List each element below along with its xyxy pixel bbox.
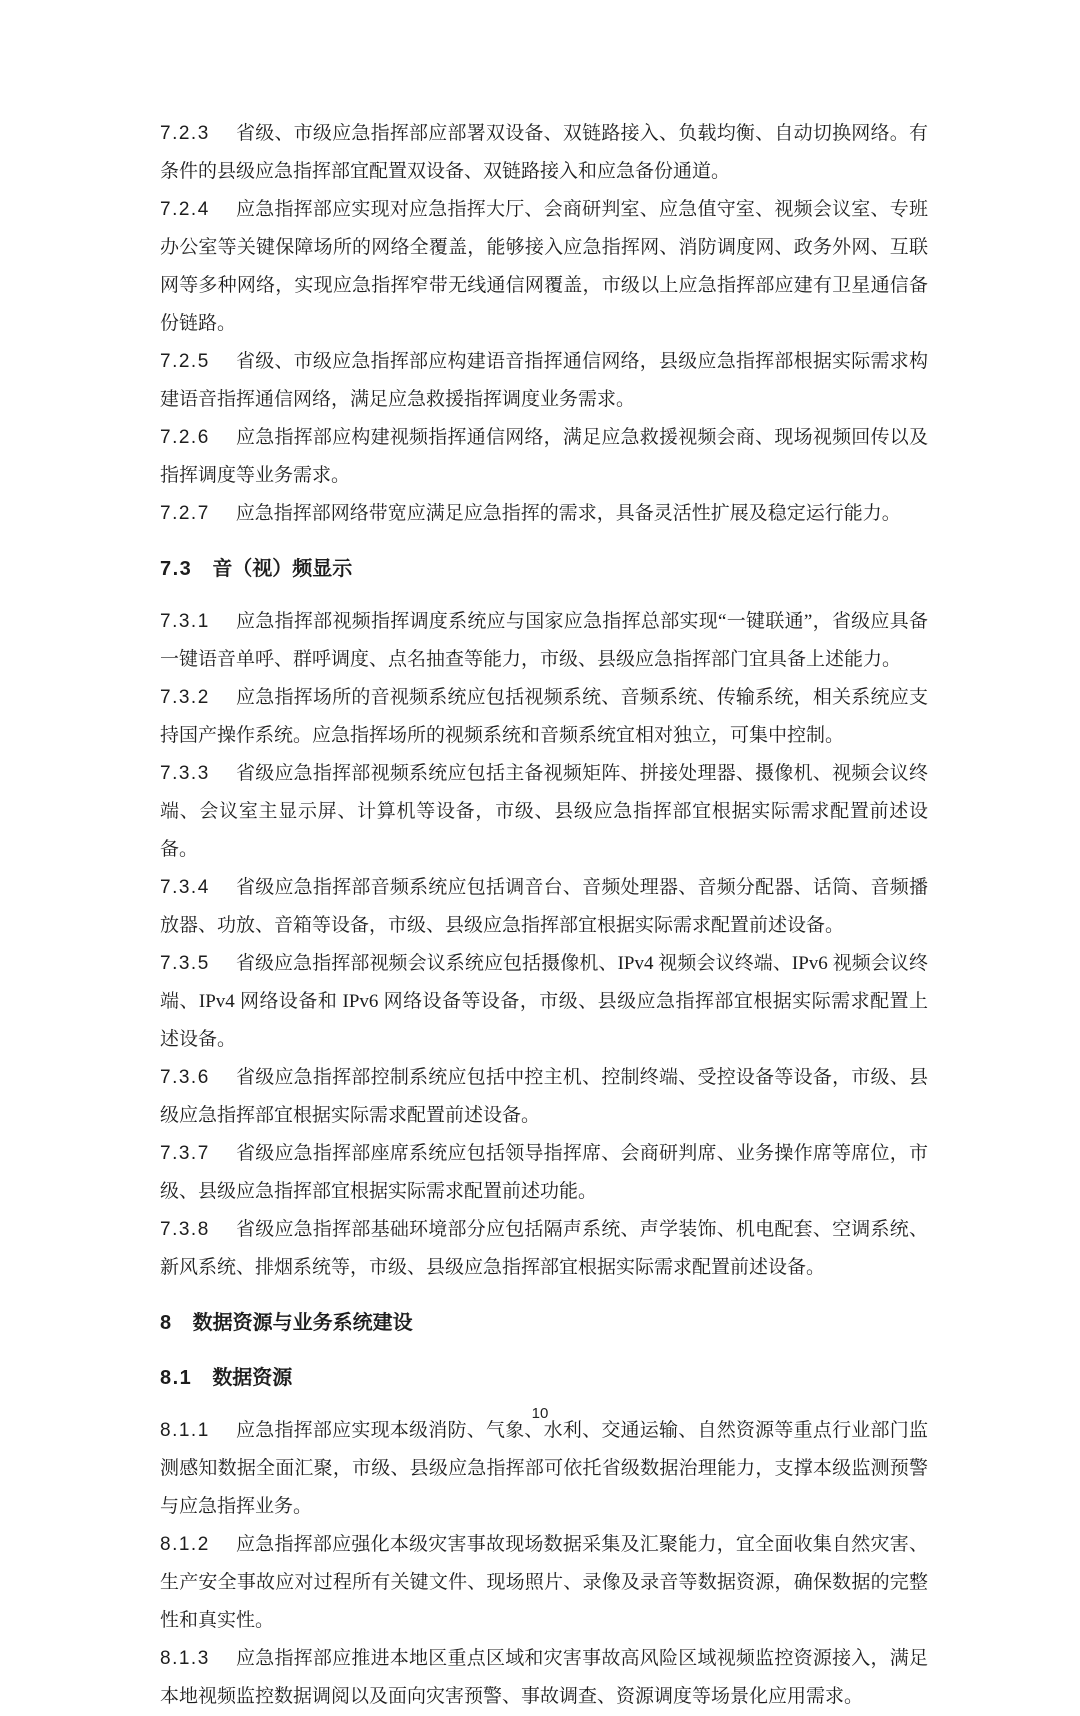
clause-8.1.1 <box>160 1412 928 1526</box>
clause-8.1.3 <box>160 1640 928 1716</box>
clause-number: 7.3.1 <box>160 611 210 632</box>
clause-number: 8.1.2 <box>160 1534 210 1555</box>
clause-7.3.8 <box>160 1211 928 1287</box>
clause-7.3.4 <box>160 869 928 945</box>
clause-number: 7.2.3 <box>160 123 210 144</box>
section-heading-8 <box>160 1304 928 1342</box>
heading-text: 音（视）频显示 <box>212 558 353 580</box>
heading-text: 数据资源与业务系统建设 <box>192 1312 413 1334</box>
clause-7.2.4 <box>160 191 928 343</box>
clause-text: 省级应急指挥部座席系统应包括领导指挥席、会商研判席、业务操作席等席位，市级、县级应急指挥部宜根据实际需求配置前述功能。 <box>160 1143 928 1202</box>
clause-text: 应急指挥部视频指挥调度系统应与国家应急指挥总部实现“一键联通”，省级应具备一键语音单呼、群呼调度、点名抽查等能力，市级、县级应急指挥部门宜具备上述能力。 <box>160 611 928 670</box>
clause-7.2.5 <box>160 343 928 419</box>
document-body <box>160 115 928 1716</box>
clause-text: 省级应急指挥部音频系统应包括调音台、音频处理器、音频分配器、话筒、音频播放器、功放、音箱等设备，市级、县级应急指挥部宜根据实际需求配置前述设备。 <box>160 877 928 936</box>
clause-text: 省级应急指挥部视频系统应包括主备视频矩阵、拼接处理器、摄像机、视频会议终端、会议室主显示屏、计算机等设备，市级、县级应急指挥部宜根据实际需求配置前述设备。 <box>160 763 928 860</box>
clause-number: 8.1.3 <box>160 1648 210 1669</box>
clause-text: 应急指挥场所的音视频系统应包括视频系统、音频系统、传输系统，相关系统应支持国产操作系统。应急指挥场所的视频系统和音频系统宜相对独立，可集中控制。 <box>160 687 928 746</box>
section-heading-7.3 <box>160 550 928 588</box>
clause-7.3.1 <box>160 603 928 679</box>
clause-number: 7.3.2 <box>160 687 210 708</box>
heading-number: 7.3 <box>160 558 193 580</box>
clause-text: 应急指挥部应实现本级消防、气象、水利、交通运输、自然资源等重点行业部门监测感知数据全面汇聚，市级、县级应急指挥部可依托省级数据治理能力，支撑本级监测预警与应急指挥业务。 <box>160 1420 928 1517</box>
clause-text: 应急指挥部应实现对应急指挥大厅、会商研判室、应急值守室、视频会议室、专班办公室等关键保障场所的网络全覆盖，能够接入应急指挥网、消防调度网、政务外网、互联网等多种网络，实现应急指挥窄带无线通信网覆盖，市级以上应急指挥部应建有卫星通信备份链路。 <box>160 199 928 334</box>
clause-number: 7.3.3 <box>160 763 210 784</box>
clause-7.2.7 <box>160 495 928 533</box>
clause-text: 省级、市级应急指挥部应部署双设备、双链路接入、负载均衡、自动切换网络。有条件的县级应急指挥部宜配置双设备、双链路接入和应急备份通道。 <box>160 123 928 182</box>
clause-number: 7.3.6 <box>160 1067 210 1088</box>
clause-text: 应急指挥部应推进本地区重点区域和灾害事故高风险区域视频监控资源接入，满足本地视频监控数据调阅以及面向灾害预警、事故调查、资源调度等场景化应用需求。 <box>160 1648 928 1707</box>
clause-text: 应急指挥部应强化本级灾害事故现场数据采集及汇聚能力，宜全面收集自然灾害、生产安全事故应对过程所有关键文件、现场照片、录像及录音等数据资源，确保数据的完整性和真实性。 <box>160 1534 928 1631</box>
clause-7.3.6 <box>160 1059 928 1135</box>
clause-text: 应急指挥部应构建视频指挥通信网络，满足应急救援视频会商、现场视频回传以及指挥调度等业务需求。 <box>160 427 928 486</box>
clause-number: 7.3.7 <box>160 1143 210 1164</box>
heading-text: 数据资源 <box>212 1367 293 1389</box>
clause-number: 7.3.8 <box>160 1219 210 1240</box>
clause-7.3.5 <box>160 945 928 1059</box>
page-footer <box>0 1405 1080 1422</box>
section-heading-8.1 <box>160 1359 928 1397</box>
clause-text: 省级应急指挥部控制系统应包括中控主机、控制终端、受控设备等设备，市级、县级应急指挥部宜根据实际需求配置前述设备。 <box>160 1067 928 1126</box>
heading-number: 8.1 <box>160 1367 193 1389</box>
clause-text: 应急指挥部网络带宽应满足应急指挥的需求，具备灵活性扩展及稳定运行能力。 <box>235 503 901 524</box>
clause-number: 7.2.6 <box>160 427 210 448</box>
clause-text: 省级、市级应急指挥部应构建语音指挥通信网络，县级应急指挥部根据实际需求构建语音指挥通信网络，满足应急救援指挥调度业务需求。 <box>160 351 928 410</box>
heading-number: 8 <box>160 1312 173 1334</box>
clause-number: 7.3.5 <box>160 953 210 974</box>
clause-7.2.6 <box>160 419 928 495</box>
clause-7.3.2 <box>160 679 928 755</box>
clause-7.2.3 <box>160 115 928 191</box>
clause-number: 7.2.7 <box>160 503 210 524</box>
clause-8.1.2 <box>160 1526 928 1640</box>
clause-7.3.7 <box>160 1135 928 1211</box>
clause-7.3.3 <box>160 755 928 869</box>
clause-number: 8.1.1 <box>160 1420 210 1441</box>
clause-text: 省级应急指挥部基础环境部分应包括隔声系统、声学装饰、机电配套、空调系统、新风系统、排烟系统等，市级、县级应急指挥部宜根据实际需求配置前述设备。 <box>160 1219 928 1278</box>
clause-number: 7.2.4 <box>160 199 210 220</box>
clause-text: 省级应急指挥部视频会议系统应包括摄像机、IPv4 视频会议终端、IPv6 视频会议终端、IPv4 网络设备和 IPv6 网络设备等设备，市级、县级应急指挥部宜根据实际需求配置上述设备。 <box>160 953 928 1050</box>
clause-number: 7.2.5 <box>160 351 210 372</box>
clause-number: 7.3.4 <box>160 877 210 898</box>
page-number: 10 <box>531 1405 549 1422</box>
